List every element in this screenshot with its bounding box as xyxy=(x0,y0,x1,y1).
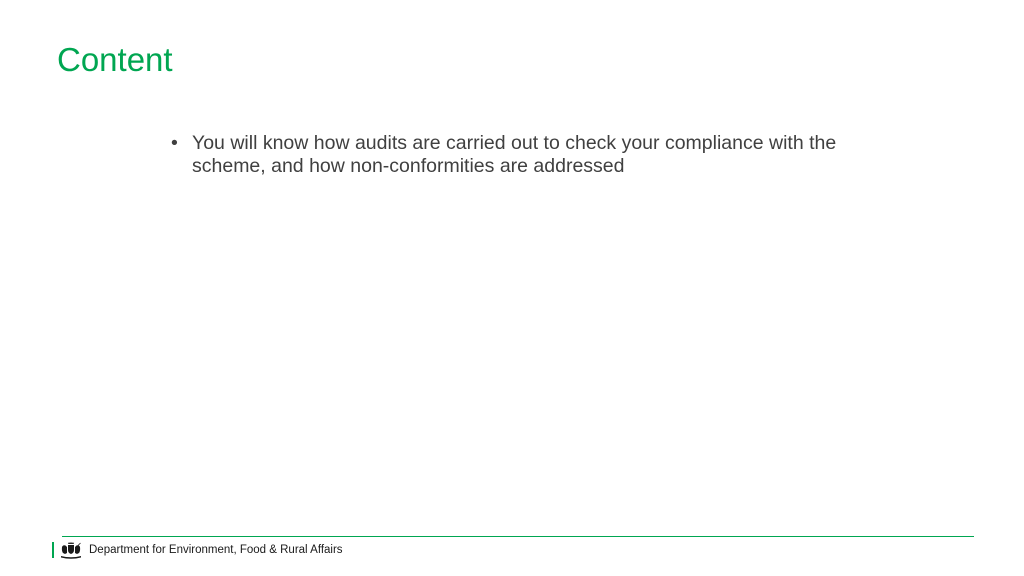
footer xyxy=(52,541,343,559)
bullet-list xyxy=(170,132,850,178)
royal-coat-of-arms-icon xyxy=(59,541,83,559)
slide-title: Content xyxy=(57,41,173,78)
department-name: Department for Environment, Food & Rural Affairs xyxy=(89,544,343,556)
bullet-text: You will know how audits are carried out to check your compliance with the scheme, and how non-conformities are addressed xyxy=(192,132,837,177)
footer-accent-bar xyxy=(52,542,54,558)
bullet-item xyxy=(170,132,850,178)
footer-divider xyxy=(62,536,974,537)
bullet-icon: • xyxy=(171,132,178,154)
